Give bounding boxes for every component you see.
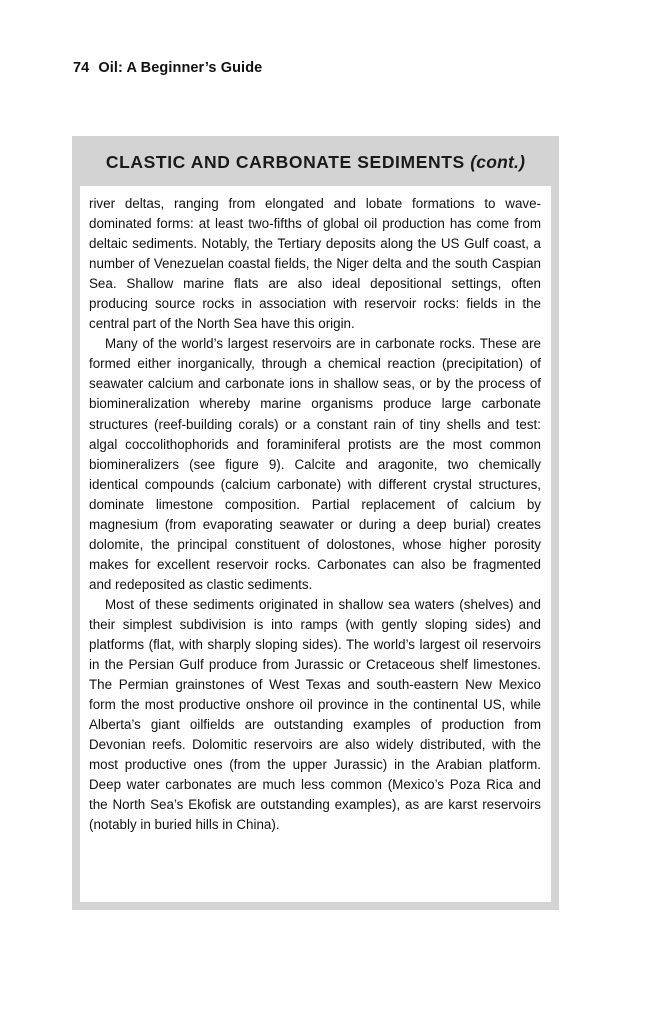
box-title-continued: (cont.) [470, 152, 526, 172]
page-number: 74 [73, 60, 90, 76]
running-head [73, 60, 262, 76]
book-title: Oil: A Beginner’s Guide [98, 60, 263, 76]
paragraph-3: Most of these sediments originated in shallow sea waters (shelves) and their simplest subdivision is into ramps (with gently sloping sides) and platforms (flat, with sharply sloping sides). The world’s largest oil reservoirs in the Persian Gulf produce from Jurassic or Cretaceous shelf limestones. The Permian grainstones of West Texas and south-eastern New Mexico form the most productive onshore oil province in the continental US, while Alberta’s giant oilfields are outstanding examples of production from Devonian reefs. Dolomitic reservoirs are also widely distributed, with the most productive ones (from the upper Jurassic) in the Arabian platform. Deep water carbonates are much less common (Mexico’s Poza Rica and the North Sea’s Ekofisk are outstanding examples), as are karst reservoirs (notably in buried hills in China). [89, 596, 541, 833]
box-title-text: CLASTIC AND CARBONATE SEDIMENTS [105, 152, 465, 172]
sidebar-box [72, 136, 559, 910]
box-body [80, 186, 551, 902]
paragraph-1: river deltas, ranging from elongated and lobate formations to wave-dominated forms: at least two-fifths of global oil production has come from deltaic sediments. Notably, the Tertiary deposits along the US Gulf coast, a number of Venezuelan coastal fields, the Niger delta and the south Caspian Sea. Shallow marine flats are also ideal depositional settings, often producing source rocks in association with reservoir rocks: fields in the central part of the North Sea have this origin. [89, 196, 541, 332]
paragraph-2: Many of the world’s largest reservoirs are in carbonate rocks. These are formed either inorganically, through a chemical reaction (precipitation) of seawater calcium and carbonate ions in shallow seas, or by the process of biomineralization whereby marine organisms produce large carbonate structures (reef-building corals) or a constant rain of tiny shells and test: algal coccolithophorids and foraminiferal protists are the most common biomineralizers (see figure 9). Calcite and aragonite, two chemically identical compounds (calcium carbonate) with different crystal structures, dominate limestone composition. Partial replacement of calcium by magnesium (from evaporating seawater or during a deep burial) creates dolomite, the principal constituent of dolostones, whose higher porosity makes for excellent reservoir rocks. Carbonates can also be fragmented and redeposited as clastic sediments. [89, 336, 541, 592]
box-title [72, 152, 559, 173]
